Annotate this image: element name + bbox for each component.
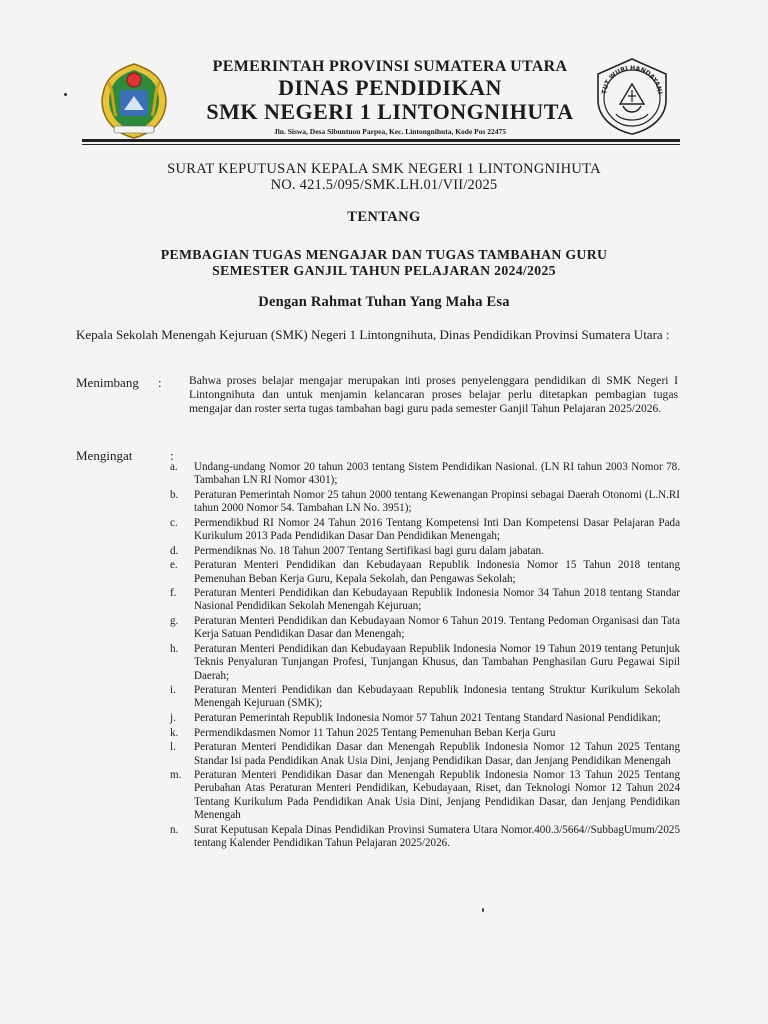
list-item-text: Permendiknas No. 18 Tahun 2007 Tentang Sertifikasi bagi guru dalam jabatan. xyxy=(194,544,544,557)
list-item-text: Peraturan Menteri Pendidikan dan Kebudayaan Republik Indonesia tentang Struktur Kurikulum Sekolah Menengah Kejuruan (SMK); xyxy=(194,684,680,710)
list-item xyxy=(170,741,680,768)
mengingat-label: Mengingat xyxy=(76,448,133,463)
list-item xyxy=(170,545,680,558)
list-item-text: Permendikdasmen Nomor 11 Tahun 2025 Tentang Pemenuhan Beban Kerja Guru xyxy=(194,726,556,739)
list-item-text: Peraturan Menteri Pendidikan dan Kebudayaan Republik Indonesia Nomor 15 Tahun 2018 tentang Pemenuhan Beban Kerja Guru, Kepala Sekolah, dan Pengawas Sekolah; xyxy=(194,559,680,585)
menimbang-label: Menimbang xyxy=(76,375,139,390)
list-item xyxy=(170,824,680,851)
tentang-heading: TENTANG xyxy=(347,209,421,225)
letterhead-school: SMK NEGERI 1 LINTONGNIHUTA xyxy=(206,99,574,124)
list-item-text: Peraturan Pemerintah Republik Indonesia Nomor 57 Tahun 2021 Tentang Standard Nasional Pendidikan; xyxy=(194,712,661,725)
list-item-letter: h. xyxy=(170,642,179,655)
list-item-letter: k. xyxy=(170,726,179,739)
list-item xyxy=(170,517,680,544)
list-item-letter: n. xyxy=(170,823,179,836)
list-item-text: Peraturan Menteri Pendidikan dan Kebudayaan Republik Indonesia Nomor 19 Tahun 2019 tentang Petunjuk Teknis Penyaluran Tunjangan Profesi, Tunjangan Khusus, dan Tambahan Penghasilan Guru Pegawai Sipil Daerah; xyxy=(194,642,680,682)
list-item xyxy=(170,684,680,711)
list-item xyxy=(170,461,680,488)
list-item xyxy=(170,559,680,586)
list-item-letter: e. xyxy=(170,559,178,572)
opening-paragraph: Kepala Sekolah Menengah Kejuruan (SMK) Negeri 1 Lintongnihuta, Dinas Pendidikan Provinsi Sumatera Utara : xyxy=(76,327,670,342)
list-item-text: Peraturan Menteri Pendidikan dan Kebudayaan Republik Indonesia Nomor 34 Tahun 2018 tentang Standar Nasional Pendidikan Sekolah Menengah Kejuruan; xyxy=(194,587,680,613)
letterhead-rule-thick xyxy=(82,139,680,142)
list-item-text: Permendikbud RI Nomor 24 Tahun 2016 Tentang Kompetensi Inti Dan Kompetensi Dasar Pelajaran Pada Kurikulum 2013 Pada Pendidikan Dasar Dan Pendidikan Menengah; xyxy=(194,516,680,543)
list-item-letter: i. xyxy=(170,684,176,697)
list-item xyxy=(170,727,680,740)
list-item-letter: j. xyxy=(170,712,176,725)
scan-speck xyxy=(64,93,67,96)
scan-speck xyxy=(482,908,484,912)
list-item xyxy=(170,643,680,683)
invocation: Dengan Rahmat Tuhan Yang Maha Esa xyxy=(258,294,510,310)
list-item xyxy=(170,712,680,725)
list-item-text: Peraturan Pemerintah Nomor 25 tahun 2000 tentang Kewenangan Propinsi sebagai Daerah Otonomi (L.N.RI tahun 2000 Nomor 54. Tambahan LN No. 3951); xyxy=(194,488,680,515)
menimbang-colon: : xyxy=(158,375,162,390)
subject-line-2: SEMESTER GANJIL TAHUN PELAJARAN 2024/2025 xyxy=(212,263,556,278)
list-item-letter: f. xyxy=(170,587,177,600)
letterhead-rule-thin xyxy=(82,144,680,145)
list-item-text: Peraturan Menteri Pendidikan Dasar dan Menengah Republik Indonesia Nomor 12 Tahun 2025 Tentang Standar Isi pada Pendidikan Anak Usia Dini, Jenjang Pendidikan Dasar, dan Jenjang Pendidikan Menengah xyxy=(194,741,680,767)
decree-number: NO. 421.5/095/SMK.LH.01/VII/2025 xyxy=(270,177,498,193)
list-item-text: Peraturan Menteri Pendidikan dan Kebudayaan Nomor 6 Tahun 2019. Tentang Pedoman Organisasi dan Tata Kerja Satuan Pendidikan Dasar dan Menengah; xyxy=(194,615,680,641)
list-item-letter: m. xyxy=(170,769,182,782)
subject-line-1: PEMBAGIAN TUGAS MENGAJAR DAN TUGAS TAMBAHAN GURU xyxy=(160,247,608,262)
svg-text:TUT WURI HANDAYANI: TUT WURI HANDAYANI xyxy=(601,64,663,95)
list-item-letter: a. xyxy=(170,461,178,473)
list-item-letter: c. xyxy=(170,516,178,529)
tut-wuri-handayani-icon xyxy=(592,56,672,136)
menimbang-text: Bahwa proses belajar mengajar merupakan inti proses penyelenggara pendidikan di SMK Negeri I Lintongnihuta dan untuk menjamin kelancaran proses belajar perlu ditetapkan pembagian tugas mengajar dan roster serta tugas tambahan bagi guru pada semester Ganjil Tahun Pelajaran 2025/2026. xyxy=(189,374,678,415)
list-item xyxy=(170,615,680,642)
list-item-text: Surat Keputusan Kepala Dinas Pendidikan Provinsi Sumatera Utara Nomor.400.3/5664//SubbagUmum/2025 tentang Kalender Pendidikan Tahun Pelajaran 2025/2026. xyxy=(194,823,680,849)
list-item xyxy=(170,769,680,822)
list-item-letter: l. xyxy=(170,741,176,754)
letterhead-agency: DINAS PENDIDIKAN xyxy=(278,75,502,100)
letterhead-address: Jln. Siswa, Desa Sibuntuon Parpea, Kec. Lintongnihuta, Kode Pos 22475 xyxy=(273,127,507,136)
list-item-text: Undang-undang Nomor 20 tahun 2003 tentang Sistem Pendidikan Nasional. (LN RI tahun 2003 Nomor 78. Tambahan LN RI Nomor 4301); xyxy=(194,461,680,487)
list-item-text: Peraturan Menteri Pendidikan Dasar dan Menengah Republik Indonesia Nomor 13 Tahun 2025 Tentang Perubahan Atas Peraturan Menteri Pendidikan, Kebudayaan, Riset, dan Teknologi Nomor 12 Tahun 2024 Tentang Kurikulum Pada Pendidikan Anak Usia Dini, Jenjang Pendidikan Dasar, dan Jenjang Pendidikan Menengah xyxy=(194,769,680,821)
mengingat-colon: : xyxy=(170,448,174,463)
letterhead-government: PEMERINTAH PROVINSI SUMATERA UTARA xyxy=(212,58,568,75)
list-item-letter: b. xyxy=(170,488,179,501)
list-item-letter: d. xyxy=(170,544,179,557)
decree-title: SURAT KEPUTUSAN KEPALA SMK NEGERI 1 LINTONGNIHUTA xyxy=(167,161,601,177)
list-item xyxy=(170,489,680,516)
list-item xyxy=(170,587,680,614)
mengingat-list xyxy=(170,461,680,851)
list-item-letter: g. xyxy=(170,615,179,628)
